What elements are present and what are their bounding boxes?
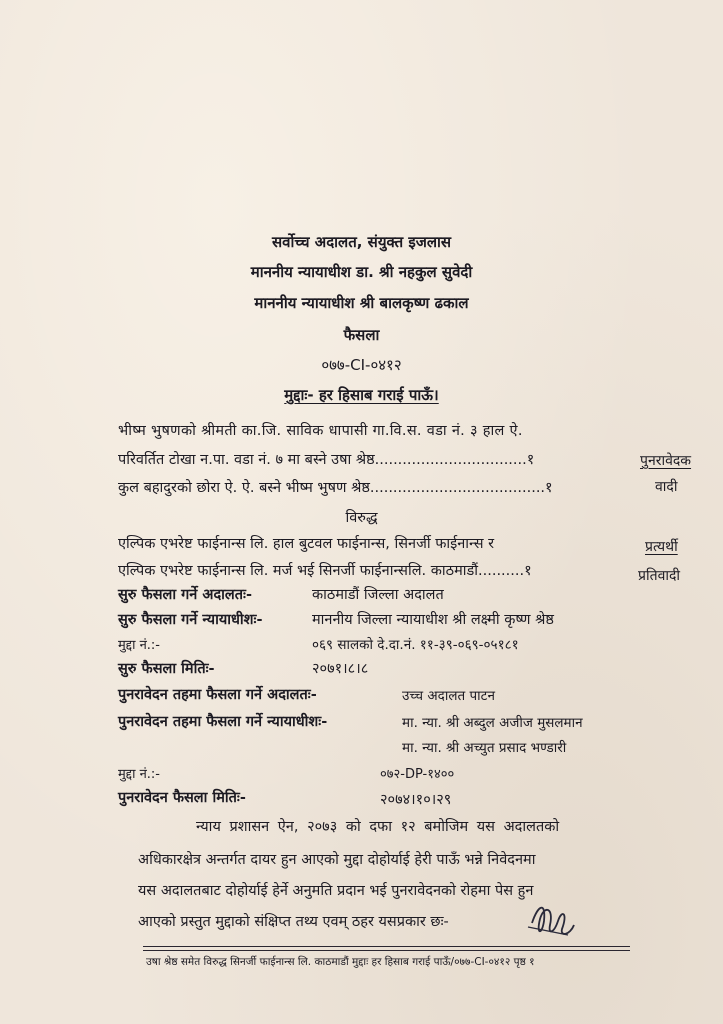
appeal-court-value: उच्च अदालत पाटन <box>402 688 495 704</box>
respondent-role: प्रत्यर्थी <box>645 539 678 555</box>
footer-text: उषा श्रेष्ठ समेत विरुद्ध सिनर्जी फाईनान्स लि. काठमाडौं मुद्दाः हर हिसाब गराई पाऊँ/०७७-CI-०४१२ पृष्ठ १ <box>146 956 535 968</box>
paragraph-line-4: आएको प्रस्तुत मुद्दाको संक्षिप्त तथ्य एवम् ठहर यसप्रकार छः- <box>138 914 449 930</box>
case-number: ०७७-CI-०४१२ <box>321 356 402 374</box>
signature-icon <box>524 895 584 945</box>
first-judge-value: माननीय जिल्ला न्यायाधीश श्री लक्ष्मी कृष्ण श्रेष्ठ <box>312 612 554 628</box>
respondent-line-2: एल्पिक एभरेष्ट फाईनान्स लि. मर्ज भई सिनर्जी फाईनान्सलि. काठमाडौं..........१ <box>118 563 532 579</box>
appeal-case-value: ०७२-DP-१४०० <box>380 767 455 782</box>
paragraph-line-1: न्याय प्रशासन ऐन, २०७३ को दफा १२ बमोजिम यस अदालतको <box>196 819 560 835</box>
footer-rule-top <box>143 946 630 947</box>
appeal-case-label: मुद्दा नं.:- <box>118 767 160 782</box>
appellant-line-3: कुल बहादुरको छोरा ऐ. ऐ. बस्ने भीष्म भुषण श्रेष्ठ......................................१ <box>118 480 553 496</box>
paragraph-line-3: यस अदालतबाट दोहोर्याई हेर्ने अनुमति प्रदान भई पुनरावेदनको रोहमा पेस हुन <box>138 883 534 899</box>
first-date-value: २०७१।८।८ <box>312 661 369 677</box>
first-court-label: सुरु फैसला गर्ने अदालतः- <box>118 587 252 603</box>
appeal-judge-value-2: मा. न्या. श्री अच्युत प्रसाद भण्डारी <box>402 740 567 756</box>
appeal-court-label: पुनरावेदन तहमा फैसला गर्ने अदालतः- <box>118 687 317 703</box>
versus-label: विरुद्ध <box>345 510 378 526</box>
footer-rule-bottom <box>143 950 630 951</box>
first-court-value: काठमाडौं जिल्ला अदालत <box>312 587 444 603</box>
first-judge-label: सुरु फैसला गर्ने न्यायाधीशः- <box>118 612 263 628</box>
first-date-label: सुरु फैसला मितिः- <box>118 661 215 677</box>
decision-title: फैसला <box>343 326 380 344</box>
appeal-judge-label: पुनरावेदन तहमा फैसला गर्ने न्यायाधीशः- <box>118 714 328 730</box>
judge-2: माननीय न्यायाधीश श्री बालकृष्ण ढकाल <box>254 294 469 312</box>
respondent-defendant: प्रतिवादी <box>638 568 681 584</box>
court-title: सर्वोच्च अदालत, संयुक्त इजलास <box>271 233 452 251</box>
appeal-date-value: २०७४।१०।२९ <box>380 792 452 808</box>
judge-1: माननीय न्यायाधीश डा. श्री नहकुल सुवेदी <box>250 263 473 281</box>
respondent-line-1: एल्पिक एभरेष्ट फाईनान्स लि. हाल बुटवल फाईनान्स, सिनर्जी फाईनान्स र <box>118 536 495 552</box>
appellant-role: पुनरावेदक <box>640 453 692 469</box>
appellant-line-1: भीष्म भुषणको श्रीमती का.जि. साविक धापासी गा.वि.स. वडा नं. ३ हाल ऐ. <box>118 423 523 439</box>
appellant-line-2: परिवर्तित टोखा न.पा. वडा नं. ७ मा बस्ने उषा श्रेष्ठ.................................१ <box>118 452 535 468</box>
appeal-date-label: पुनरावेदन फैसला मितिः- <box>118 790 246 806</box>
paragraph-line-2: अधिकारक्षेत्र अन्तर्गत दायर हुन आएको मुद्दा दोहोर्याई हेरी पाऊँ भन्ने निवेदनमा <box>138 852 536 868</box>
case-no-label: मुद्दा नं.:- <box>118 638 160 653</box>
appellant-plaintiff: वादी <box>655 479 678 495</box>
case-no-value: ०६९ सालको दे.दा.नं. ११-३९-०६९-०५१८१ <box>312 637 519 653</box>
appeal-judge-value-1: मा. न्या. श्री अब्दुल अजीज मुसलमान <box>402 715 583 731</box>
case-subject: मुद्दाः- हर हिसाब गराई पाऊँ। <box>284 386 439 404</box>
